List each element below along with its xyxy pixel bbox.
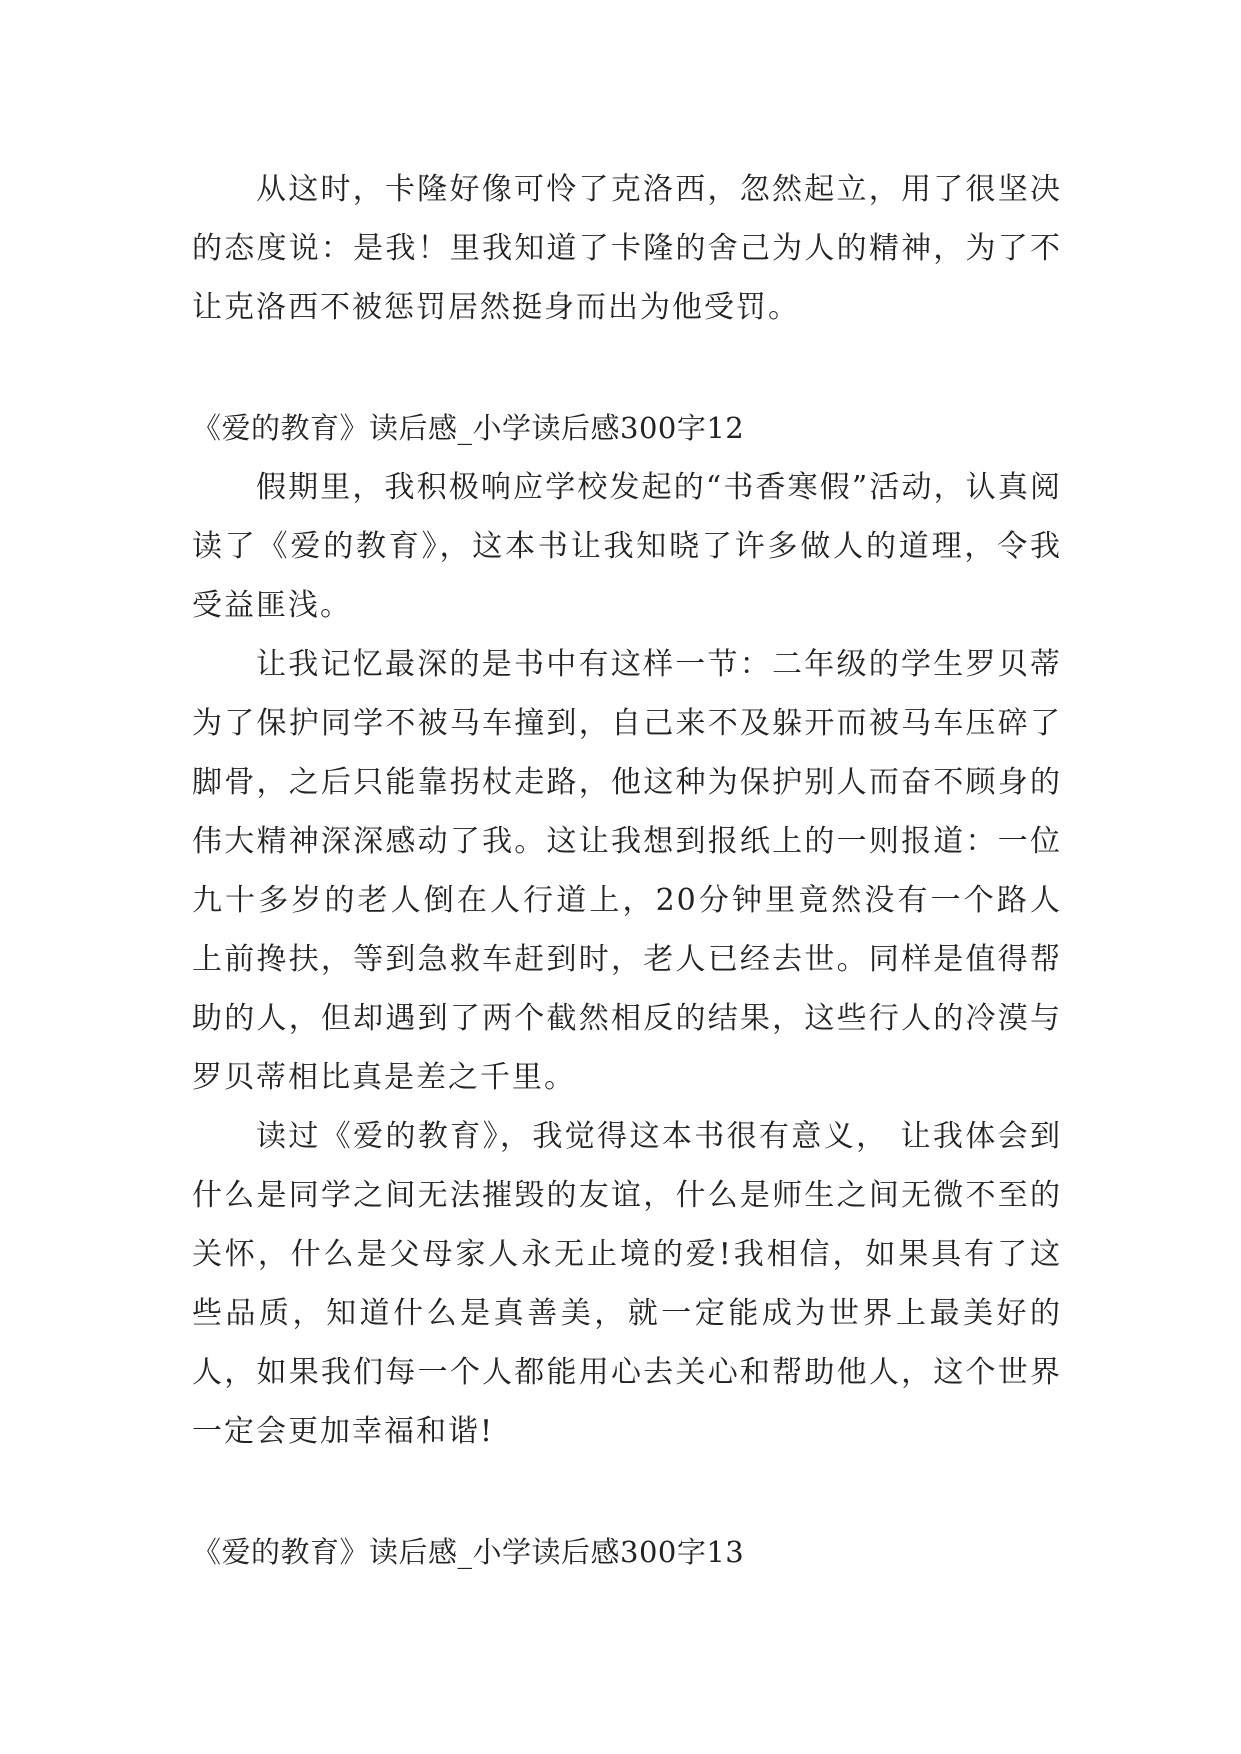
section-heading-12: 《爱的教育》读后感_小学读后感300字12 — [192, 411, 745, 445]
paragraph-robetti-story: 让我记忆最深的是书中有这样一节：二年级的学生罗贝蒂为了保护同学不被马车撞到，自己来不及躲开而被马车压碎了脚骨，之后只能靠拐杖走路，他这种为保护别人而奋不顾身的伟大精神深深感动了我。这让我想到报纸上的一则报道：一位九十多岁的老人倒在人行道上，20分钟里竟然没有一个路人上前搀扶，等到急救车赶到时，老人已经去世。同样是值得帮助的人，但却遇到了两个截然相反的结果，这些行人的冷漠与罗贝蒂相比真是差之千里。 — [192, 647, 1062, 1095]
spacer — [192, 1461, 1062, 1523]
spacer — [192, 337, 1062, 399]
paragraph-holiday-reading: 假期里，我积极响应学校发起的“书香寒假”活动，认真阅读了《爱的教育》，这本书让我知晓了许多做人的道理，令我受益匪浅。 — [192, 470, 1062, 623]
paragraph-reflection: 读过《爱的教育》，我觉得这本书很有意义， 让我体会到什么是同学之间无法摧毁的友谊，什么是师生之间无微不至的关怀，什么是父母家人永无止境的爱!我相信，如果具有了这些品质，知道什么是真善美，就一定能成为世界上最美好的人，如果我们每一个人都能用心去关心和帮助他人，这个世界一定会更加幸福和谐! — [192, 1119, 1062, 1449]
paragraph-karon: 从这时，卡隆好像可怜了克洛西，忽然起立，用了很坚决的态度说：是我！里我知道了卡隆的舍己为人的精神，为了不让克洛西不被惩罚居然挺身而出为他受罚。 — [192, 172, 1062, 325]
document-body — [192, 160, 1062, 1582]
section-heading-13: 《爱的教育》读后感_小学读后感300字13 — [192, 1535, 745, 1569]
